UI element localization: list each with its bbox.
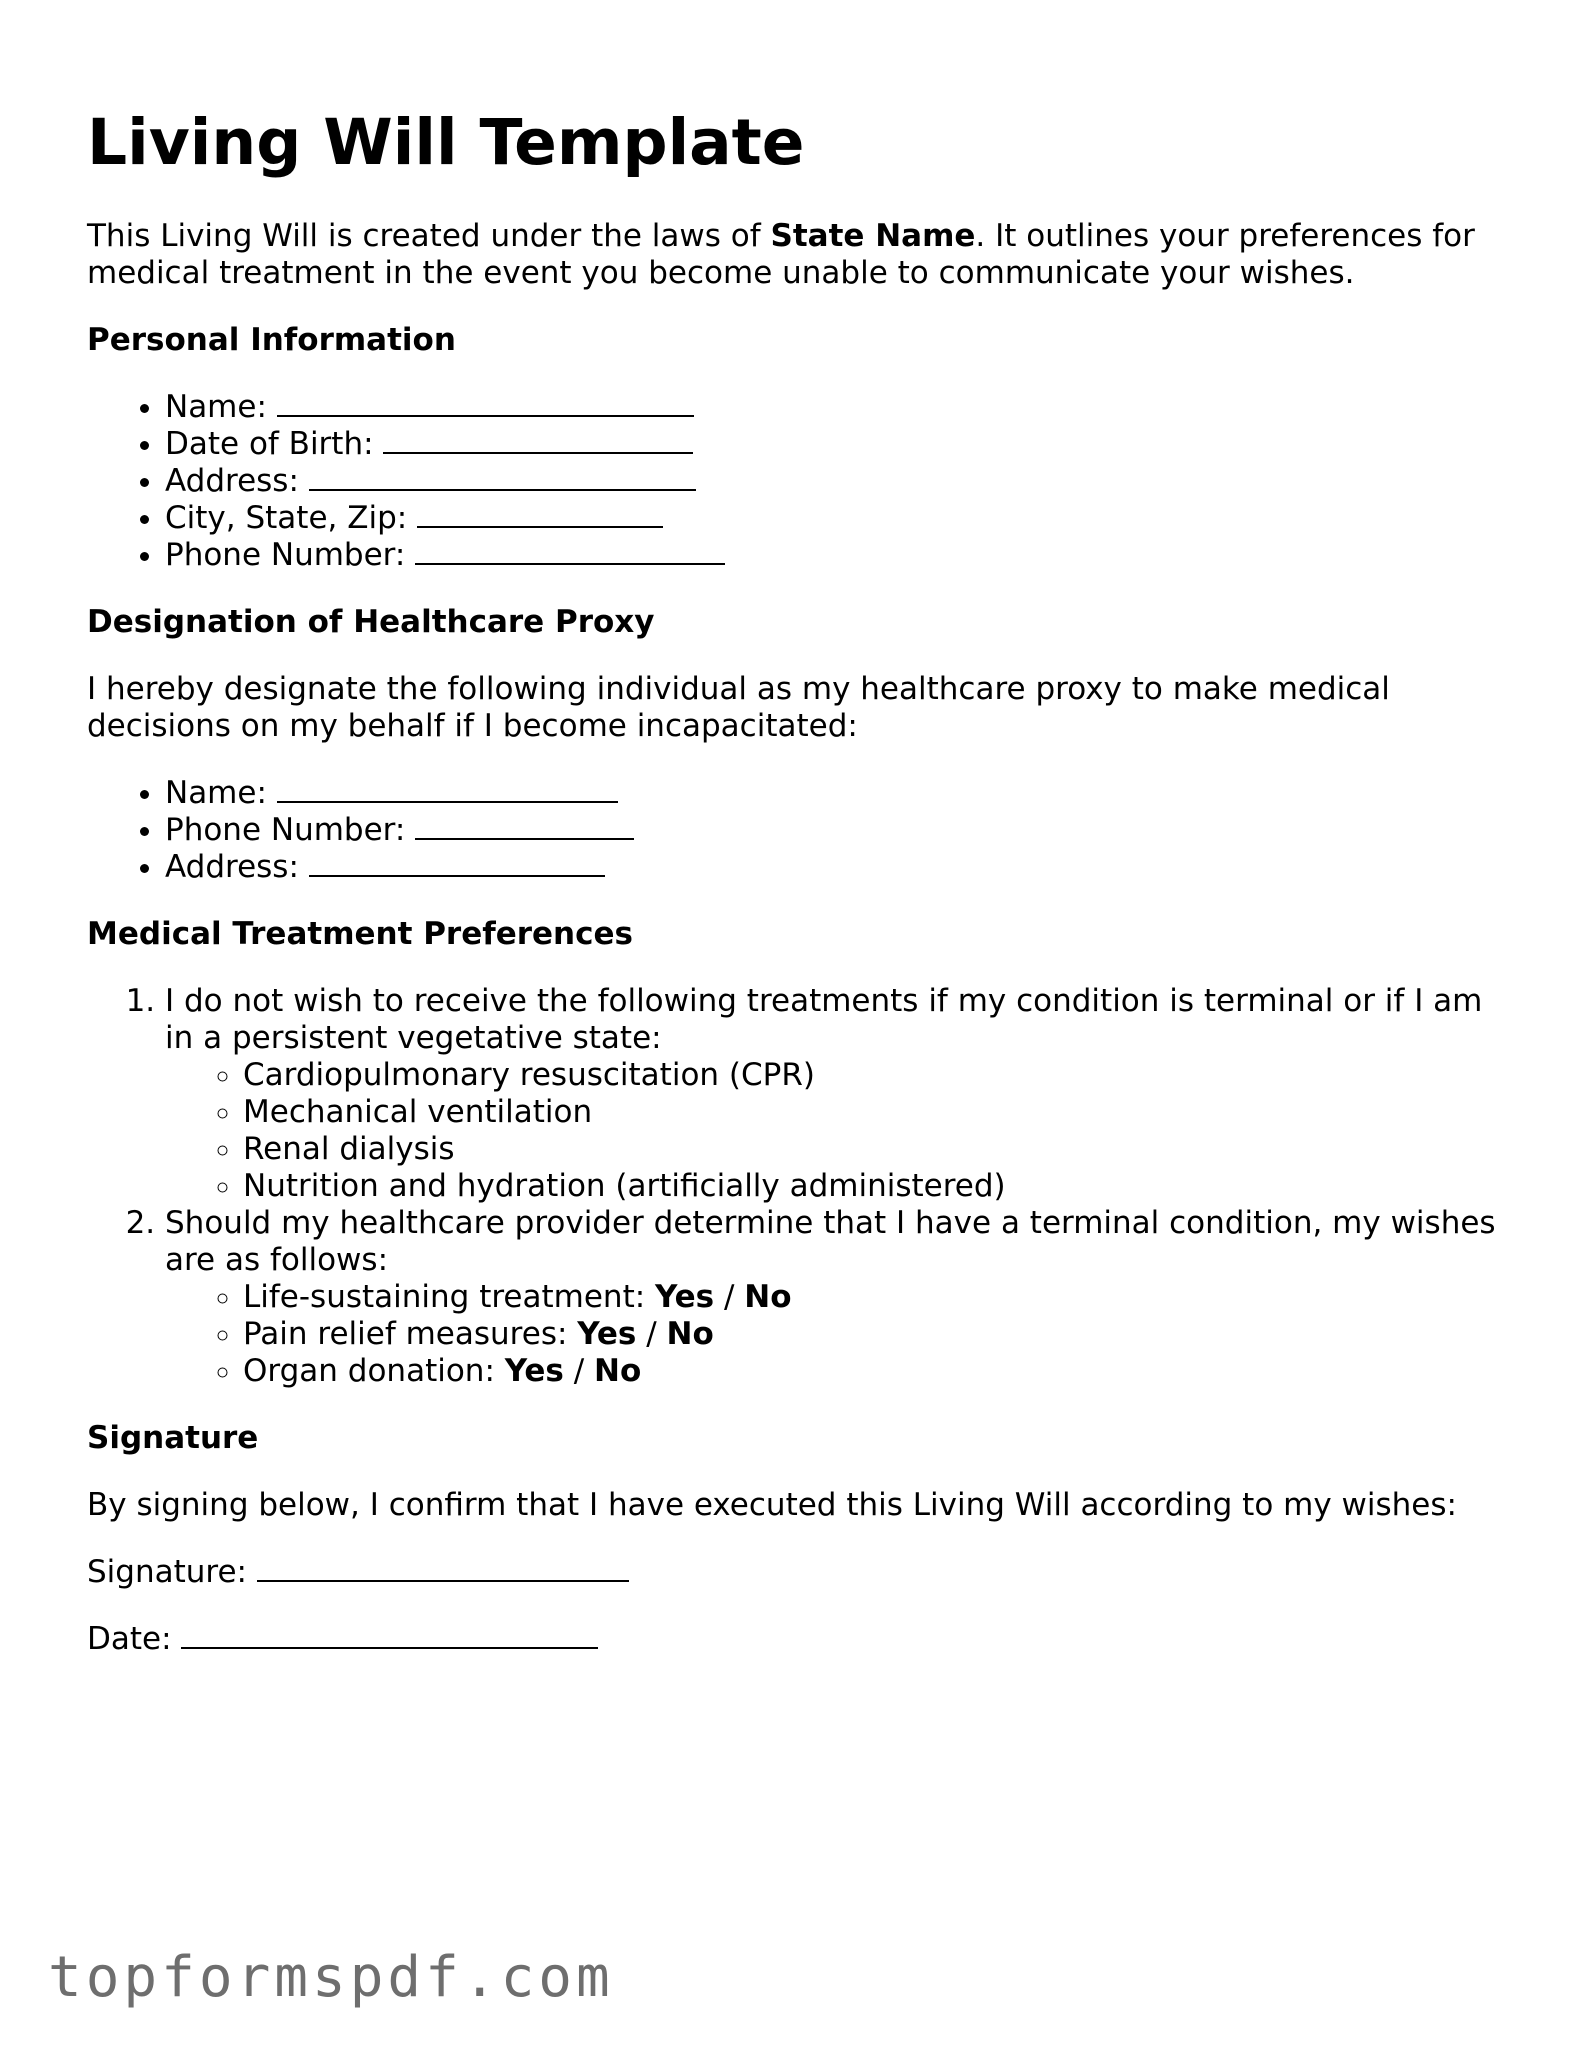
wish-label: Organ donation:	[243, 1353, 495, 1389]
field-label: Phone Number:	[165, 812, 406, 848]
date-blank[interactable]	[181, 1623, 598, 1649]
declined-treatments-list	[165, 1057, 1507, 1205]
proxy-heading: Designation of Healthcare Proxy	[87, 604, 655, 640]
field-label: City, State, Zip:	[165, 500, 408, 536]
intro-paragraph	[87, 218, 1507, 292]
signature-paragraph: By signing below, I confirm that I have executed this Living Will according to my wishes:	[87, 1487, 1457, 1523]
proxy-paragraph: I hereby designate the following individual as my healthcare proxy to make medical decisions on my behalf if I become incapacitated:	[87, 671, 1390, 744]
wish-label: Life-sustaining treatment:	[243, 1279, 646, 1315]
proxy-list	[87, 775, 1507, 886]
signature-heading: Signature	[87, 1420, 259, 1456]
list-item	[165, 537, 1507, 574]
page-title: Living Will Template	[87, 106, 805, 179]
list-item	[165, 812, 1507, 849]
date-of-birth-blank[interactable]	[383, 428, 693, 454]
no-option[interactable]: No	[594, 1353, 642, 1389]
signature-label: Signature:	[87, 1554, 247, 1590]
no-option[interactable]: No	[744, 1279, 792, 1315]
proxy-address-blank[interactable]	[309, 851, 605, 877]
field-label: Phone Number:	[165, 537, 406, 573]
watermark: topformspdf.com	[48, 1945, 614, 2010]
list-item	[165, 1205, 1507, 1390]
field-label: Address:	[165, 849, 299, 885]
yes-option[interactable]: Yes	[504, 1353, 564, 1389]
yes-option[interactable]: Yes	[577, 1316, 637, 1352]
list-item	[243, 1279, 1507, 1316]
personal-info-list	[87, 389, 1507, 574]
list-item	[165, 463, 1507, 500]
signature-blank[interactable]	[257, 1556, 629, 1582]
date-line	[87, 1621, 1507, 1658]
wishes-list	[165, 1279, 1507, 1390]
list-item: ◦ Renal dialysis	[243, 1131, 1507, 1168]
yes-option[interactable]: Yes	[655, 1279, 715, 1315]
list-item	[165, 775, 1507, 812]
list-item: ◦ Cardiopulmonary resuscitation (CPR)	[243, 1057, 1507, 1094]
date-label: Date:	[87, 1621, 172, 1657]
wish-label: Pain relief measures:	[243, 1316, 568, 1352]
preference-text: Should my healthcare provider determine that I have a terminal condition, my wishes are as follows:	[165, 1205, 1496, 1278]
field-label: Name:	[165, 775, 267, 811]
signature-line	[87, 1554, 1507, 1591]
list-item	[243, 1353, 1507, 1390]
option-separator: /	[723, 1279, 735, 1315]
state-name: State Name	[770, 218, 976, 254]
address-blank[interactable]	[309, 465, 696, 491]
proxy-name-blank[interactable]	[277, 777, 618, 803]
city-state-zip-blank[interactable]	[417, 502, 663, 528]
list-item	[165, 849, 1507, 886]
medical-heading: Medical Treatment Preferences	[87, 916, 633, 952]
list-item	[165, 389, 1507, 426]
list-item	[165, 983, 1507, 1205]
intro-text-after: . It outlines your preferences for medical treatment in the event you become unable to communicate your wishes.	[87, 218, 1475, 291]
no-option[interactable]: No	[666, 1316, 714, 1352]
list-item	[243, 1316, 1507, 1353]
field-label: Name:	[165, 389, 267, 425]
field-label: Address:	[165, 463, 299, 499]
field-label: Date of Birth:	[165, 426, 374, 462]
name-blank[interactable]	[277, 391, 694, 417]
proxy-phone-blank[interactable]	[415, 814, 634, 840]
medical-preferences-list	[87, 983, 1507, 1390]
list-item	[165, 500, 1507, 537]
intro-text-before: This Living Will is created under the laws of	[87, 218, 771, 254]
list-item: ◦ Nutrition and hydration (artificially administered)	[243, 1168, 1507, 1205]
phone-number-blank[interactable]	[415, 539, 725, 565]
option-separator: /	[573, 1353, 585, 1389]
option-separator: /	[646, 1316, 657, 1352]
list-item	[165, 426, 1507, 463]
list-item: ◦ Mechanical ventilation	[243, 1094, 1507, 1131]
document	[87, 105, 1507, 1688]
preference-text: I do not wish to receive the following treatments if my condition is terminal or if I am in a persistent vegetative state:	[165, 983, 1483, 1056]
personal-info-heading: Personal Information	[87, 322, 456, 358]
